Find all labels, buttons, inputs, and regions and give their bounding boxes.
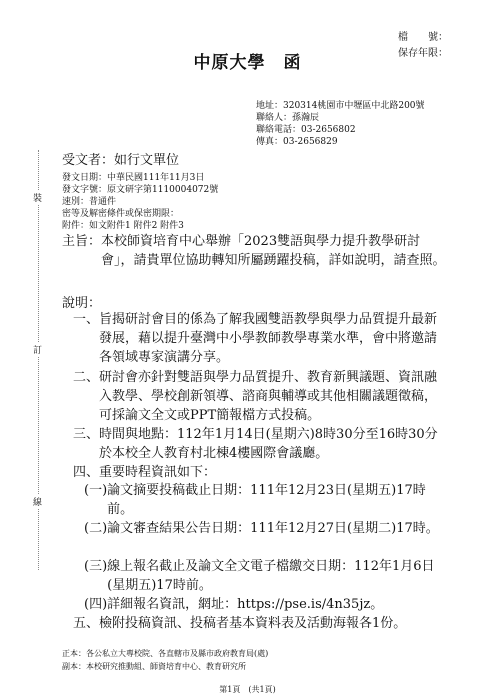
- explanation-item-2: [73, 368, 450, 425]
- schedule-text: 線上報名截止及論文全文電子檔繳交日期：112年1月6日(星期五)17時前。: [107, 559, 435, 593]
- explanation-label: 說明：: [62, 296, 102, 311]
- sender-fax: 傳真：03-2656829: [256, 137, 338, 147]
- recipient: 受文者：如行文單位: [62, 153, 180, 168]
- attachments: 附件：如文附件1 附件2 附件3: [62, 221, 184, 231]
- explanation-item-4: [73, 463, 450, 482]
- item-text: 旨揭研討會目的係為了解我國雙語教學與學力品質提升最新發展，藉以提升臺灣中小學教師教學專業水準，會中將邀請各領域專家演講分享。: [99, 312, 438, 365]
- item-text: 檢附投稿資訊、投稿者基本資料表及活動海報各1份。: [99, 616, 407, 631]
- schedule-text: 論文摘要投稿截止日期：111年12月23日(星期五)17時前。: [107, 483, 426, 517]
- explanation-item-3: [73, 425, 450, 463]
- sender-contact: 聯絡人：孫瀚辰: [256, 113, 320, 123]
- document-title: [0, 48, 495, 73]
- secrecy-level: 密等及解密條件或保密期限：: [62, 209, 180, 219]
- doc-type: 函: [283, 53, 302, 73]
- item-text: 研討會亦針對雙語與學力品質提升、教育新興議題、資訊融入教學、學校創新領導、諮商與輔導或其他相關議題徵稿，可採論文全文或PPT簡報檔方式投稿。: [99, 370, 438, 423]
- schedule-number: (一): [84, 483, 108, 498]
- item-number: 一、: [73, 312, 100, 327]
- subject-label: 主旨：: [62, 234, 102, 249]
- item-number: 五、: [73, 616, 100, 631]
- sender-address: 地址：320314桃園市中壢區中北路200號: [256, 101, 425, 111]
- binding-mark-xian: 線: [33, 494, 42, 509]
- sender-phone: 聯絡電話：03-2656802: [256, 125, 356, 135]
- distribution-main: 正本：各公私立大專校院、各直轄市及縣市政府教育局(處): [62, 649, 269, 658]
- distribution-copy: 副本：本校研究推動組、師資培育中心、教育研究所: [62, 662, 246, 671]
- retention-label: 保存年限：: [398, 48, 448, 59]
- item-text: 重要時程資訊如下：: [99, 465, 217, 480]
- schedule-item-3: [84, 557, 450, 595]
- schedule-number: (二): [84, 521, 108, 536]
- subject-text: 本校師資培育中心舉辦「2023雙語與學力提升教學研討會」，請貴單位協助轉知所屬踴躍投稿，詳如說明，請查照。: [101, 234, 446, 268]
- issue-number: 發文字號：原文研字第1110004072號: [62, 185, 219, 195]
- schedule-number: (四): [84, 597, 108, 612]
- explanation-item-5: [73, 614, 450, 633]
- page-footer: 第1頁 (共1頁): [219, 685, 276, 694]
- org-name: 中原大學: [193, 53, 266, 73]
- speed-class: 速別：普通件: [62, 197, 117, 207]
- item-number: 四、: [73, 465, 100, 480]
- issue-date: 發文日期：中華民國111年11月3日: [62, 173, 205, 183]
- schedule-item-2: [84, 519, 450, 538]
- schedule-text: 詳細報名資訊，網址：https://pse.is/4n35jz。: [107, 597, 384, 612]
- binding-mark-ding: 訂: [33, 342, 42, 357]
- item-text: 時間與地點：112年1月14日(星期六)8時30分至16時30分於本校全人教育村北棟4樓國際會議廳。: [99, 427, 438, 461]
- binding-mark-zhuang: 裝: [33, 190, 42, 205]
- schedule-number: (三): [84, 559, 108, 574]
- item-number: 二、: [73, 370, 100, 385]
- subject-block: [62, 232, 450, 270]
- schedule-text: 論文審查結果公告日期：111年12月27日(星期二)17時。: [107, 521, 439, 536]
- file-number-label: 檔 號：: [398, 32, 448, 43]
- schedule-item-1: [84, 481, 450, 519]
- explanation-item-1: [73, 310, 450, 367]
- schedule-item-4: [84, 595, 450, 614]
- item-number: 三、: [73, 427, 100, 442]
